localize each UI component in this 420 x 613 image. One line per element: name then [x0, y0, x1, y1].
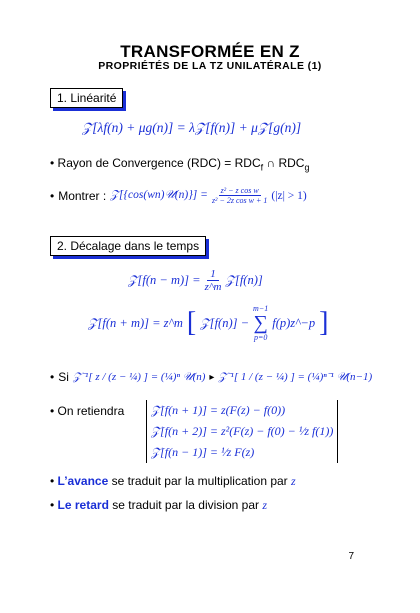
sum-bottom: p=0 — [253, 333, 268, 342]
bullet-dot: • — [50, 498, 55, 512]
si-formula-2: 𝒵⁻¹[ 1 / (z − ¼) ] = (¼)ⁿ⁻¹ 𝒰(n−1) — [218, 370, 373, 383]
bullet-dot: • — [50, 370, 55, 384]
bullet-dot: • — [50, 474, 55, 488]
si-label: Si — [58, 370, 69, 384]
retain-line-3: 𝒵[f(n − 1)] = ¹⁄z F(z) — [151, 445, 255, 459]
show-fraction-den: z² − 2z cos w + 1 — [211, 196, 268, 205]
sigma-icon: ∑ — [253, 312, 268, 334]
show-fraction — [212, 186, 267, 205]
linearity-formula: 𝒵[λf(n) + μg(n)] = λ𝒵[f(n)] + μ𝒵[g(n)] — [82, 120, 302, 135]
rdc-text: Rayon de Convergence (RDC) = RDC — [57, 156, 261, 170]
bullet-dot: • — [50, 156, 55, 170]
bullet-si — [50, 370, 372, 384]
right-bracket-icon: ] — [319, 307, 329, 338]
bullet-delay — [50, 498, 267, 513]
bullet-advance — [50, 474, 296, 489]
shift-delay-rhs: 𝒵[f(n)] — [225, 273, 263, 287]
delay-rest: se traduit par la division par — [108, 498, 263, 512]
shift-delay-frac-den: z^m — [204, 281, 222, 293]
sum-top: m−1 — [253, 304, 269, 313]
page-number: 7 — [348, 551, 354, 562]
shift-delay-lhs: 𝒵[f(n − m)] = — [128, 273, 201, 287]
show-fraction-num: z² − z cos w — [220, 186, 259, 195]
page-title: TRANSFORMÉE EN Z — [120, 42, 300, 61]
advance-bold: L’avance — [57, 474, 109, 488]
advance-rest: se traduit par la multiplication par — [108, 474, 292, 488]
show-label: Montrer : — [58, 188, 107, 203]
retain-line-2: 𝒵[f(n + 2)] = z²(F(z) − f(0) − ¹⁄z f(1)) — [151, 424, 334, 438]
delay-bold: Le retard — [57, 498, 109, 512]
shift-delay-formula — [128, 268, 263, 293]
retain-box — [146, 400, 338, 463]
sum-term: f(p)z^−p — [272, 315, 316, 330]
advance-var: z — [291, 474, 296, 488]
rdc-sub-f: f — [260, 162, 264, 173]
show-formula: 𝒵[{cos(wn)𝒰(n)}] = — [110, 189, 208, 201]
retain-label: On retiendra — [57, 404, 125, 418]
delay-var: z — [262, 498, 267, 512]
si-formula-1: 𝒵⁻¹[ z / (z − ¼) ] = (¼)ⁿ 𝒰(n) — [72, 370, 206, 383]
shift-delay-frac-num: 1 — [207, 268, 219, 281]
show-condition: (|z| > 1) — [271, 189, 307, 202]
bullet-retain — [50, 404, 124, 418]
arrow-icon: ▸ — [209, 371, 215, 383]
left-bracket-icon: [ — [186, 307, 197, 338]
section-heading-shift: 2. Décalage dans le temps — [50, 236, 206, 256]
shift-advance-formula — [88, 304, 328, 342]
rdc-sub-g: g — [304, 162, 310, 173]
shift-delay-fraction — [205, 268, 222, 293]
bullet-dot: • — [50, 404, 55, 418]
bullet-dot: • — [50, 188, 55, 203]
retain-line-1: 𝒵[f(n + 1)] = z(F(z) − f(0)) — [151, 403, 286, 417]
bullet-rdc — [50, 156, 309, 172]
section-heading-linearity: 1. Linéarité — [50, 88, 123, 108]
rdc-cap: ∩ RDC — [263, 156, 305, 170]
shift-advance-bracket: 𝒵[f(n)] − — [200, 315, 250, 330]
bullet-show — [50, 186, 307, 205]
page-subtitle: PROPRIÉTÉS DE LA TZ UNILATÉRALE (1) — [98, 60, 322, 72]
sum-symbol — [253, 304, 268, 342]
shift-advance-lhs: 𝒵[f(n + m)] = z^m — [88, 315, 183, 330]
